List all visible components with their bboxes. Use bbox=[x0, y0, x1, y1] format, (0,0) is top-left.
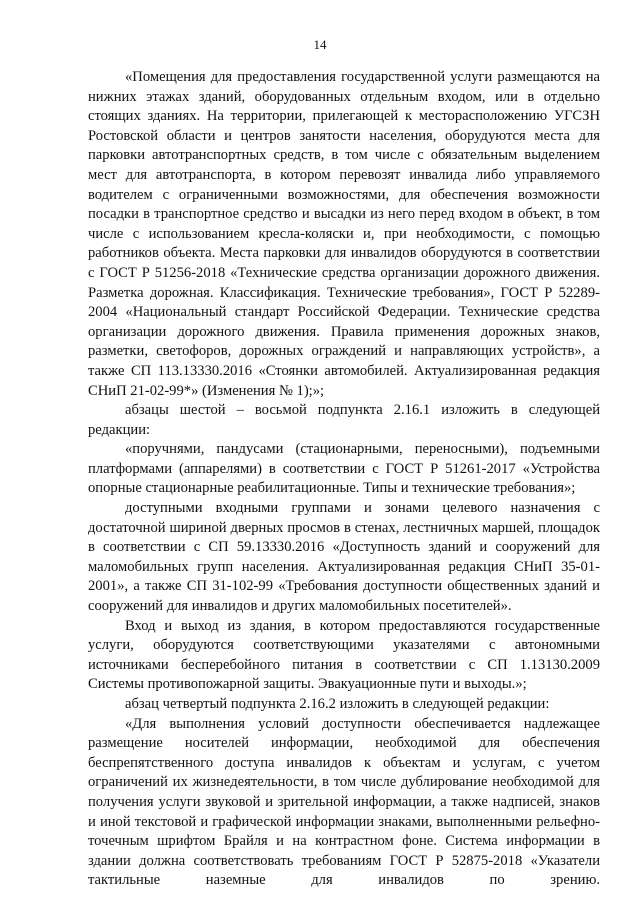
paragraph-accessibility-information: «Для выполнения условий доступности обеспечивается надлежащее размещение носителей информации, необходимой для обеспечения беспрепятственного доступа инвалидов к объектам и услугам, с учетом ограничений их жизнедеятельности, в том числе дублирование необходимой для получения услуги звуковой и зрительной информации, а также надписей, знаков и иной текстовой и графической информации знаками, выполненными рельефно-точечным шрифтом Брайля и на контрастном фоне. Система информации в здании должна соответствовать требованиям ГОСТ Р 52875-2018 «Указатели тактильные наземные для инвалидов по зрению. bbox=[88, 715, 600, 889]
document-body bbox=[88, 68, 600, 891]
paragraph-amend-2-16-2: абзац четвертый подпункта 2.16.2 изложить в следующей редакции: bbox=[125, 696, 550, 712]
paragraph-parking-requirements: «Помещения для предоставления государственной услуги размещаются на нижних этажах зданий, оборудованных отдельным входом, или в отдельно стоящих зданиях. На территории, прилегающей к месторасположению УГСЗН Ростовской области и центров занятости населения, оборудуются места для парковки автотранспортных средств, в том числе с обязательным выделением мест для автотранспорта, в котором перевозят инвалида либо управляемого водителем с ограниченными возможностями, для обеспечения возможности посадки в транспортное средство и высадки из него перед входом в объект, в том числе с использованием кресла-коляски и, при необходимости, с помощью работников объекта. Места парковки для инвалидов оборудуются в соответствии с ГОСТ Р 51256-2018 «Технические средства организации дорожного движения. Разметка дорожная. Классификация. Технические требования», ГОСТ Р 52289-2004 «Национальный стандарт Российской Федерации. Технические средства организации дорожного движения. Правила применения дорожных знаков, разметки, светофоров, дорожных ограждений и направляющих устройств», а также СП 113.13330.2016 «Стоянки автомобилей. Актуализированная редакция СНиП 21-02-99*» (Изменения № 1);»; bbox=[88, 69, 600, 399]
paragraph-handrails-ramps: «поручнями, пандусами (стационарными, переносными), подъемными платформами (аппарелями) в соответствии с ГОСТ Р 51261-2017 «Устройства опорные стационарные реабилитационные. Типы и технические требования»; bbox=[88, 441, 600, 497]
page-number: 14 bbox=[313, 37, 327, 52]
paragraph-entrance-groups: доступными входными группами и зонами целевого назначения с достаточной шириной дверных просмов в стенах, лестничных маршей, площадок в соответствии с СП 59.13330.2016 «Доступность зданий и сооружений для маломобильных групп населения. Актуализированная редакция СНиП 35-01-2001», а также СП 31-102-99 «Требования доступности общественных зданий и сооружений для инвалидов и других маломобильных посетителей». bbox=[88, 500, 600, 615]
paragraph-amend-2-16-1: абзацы шестой – восьмой подпункта 2.16.1 изложить в следующей редакции: bbox=[88, 402, 600, 438]
paragraph-entrance-exit-signs: Вход и выход из здания, в котором предоставляются государственные услуги, оборудуются соответствующими указателями с автономными источниками бесперебойного питания в соответствии с СП 1.13130.2009 Системы противопожарной защиты. Эвакуационные пути и выходы.»; bbox=[88, 617, 600, 693]
